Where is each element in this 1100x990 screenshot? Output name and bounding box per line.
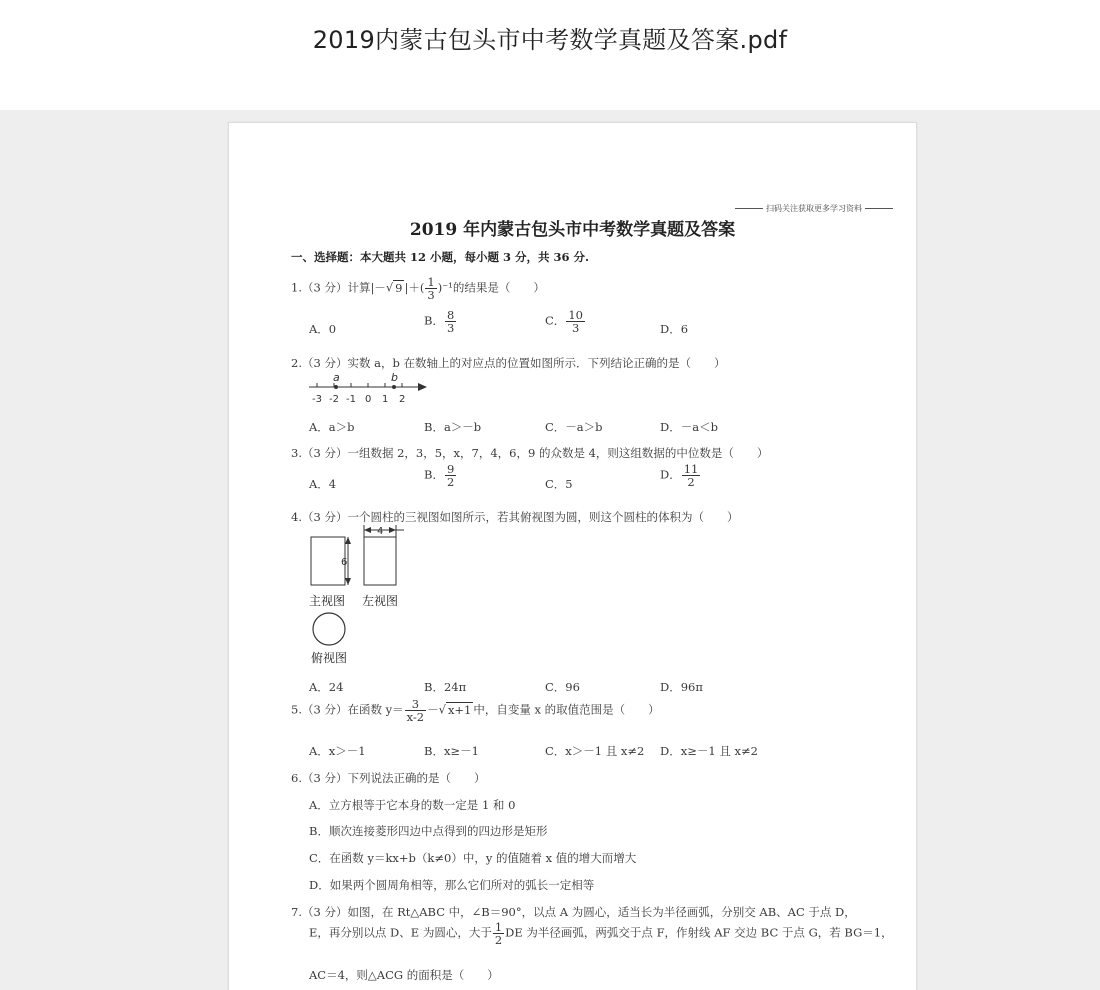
q5-frac-den: x-2 [406, 710, 425, 725]
question-4-stem: 4.（3 分）一个圆柱的三视图如图所示，若其俯视图为圆，则这个圆柱的体积为（ ） [291, 510, 739, 524]
axis-label-0: 0 [365, 394, 372, 405]
three-views-figure [307, 523, 417, 681]
q3-option-b-den: 2 [446, 475, 455, 490]
q6-option-b: B．顺次连接菱形四边中点得到的四边形是矩形 [309, 824, 548, 838]
q1-option-a: A．0 [309, 322, 337, 336]
axis-label-2: 2 [399, 394, 406, 405]
q1-fraction [425, 276, 436, 301]
q1-option-c-num: 10 [568, 308, 583, 322]
width-arrow-left [364, 527, 371, 533]
width-arrow-right [389, 527, 396, 533]
question-7-line-1: 7.（3 分）如图，在 Rt△ABC 中，∠B＝90°，以点 A 为圆心，适当长为半径画弧，分别交 AB、AC 于点 D， [291, 905, 856, 919]
section-heading: 一、选择题：本大题共 12 小题，每小题 3 分，共 36 分. [291, 250, 590, 264]
q7-frac-num: 1 [494, 920, 503, 934]
q5-option-d: D．x≥－1 且 x≠2 [660, 744, 758, 758]
q5-option-c: C．x＞－1 且 x≠2 [545, 744, 645, 758]
q1-option-b [424, 309, 457, 334]
q2-option-a: A．a＞b [309, 420, 355, 434]
q5-sqrt-sign: √ [438, 702, 446, 717]
q1-mid: |＋( [404, 280, 425, 295]
q1-option-c-label: C． [545, 313, 566, 328]
q5-mid: － [427, 702, 439, 717]
axis-label-1: 1 [382, 394, 389, 405]
q3-option-b-num: 9 [446, 462, 455, 476]
q1-option-b-den: 3 [446, 321, 455, 336]
page-title: 2019 年内蒙古包头市中考数学真题及答案 [409, 220, 736, 240]
question-3-stem: 3.（3 分）一组数据 2，3，5，x，7，4，6，9 的众数是 4，则这组数据的中位数是（ ） [291, 446, 769, 460]
q1-option-c [545, 309, 586, 334]
q1-suffix: )⁻¹的结果是（ ） [437, 280, 545, 295]
q7-line2-prefix: E，再分别以点 D、E 为圆心，大于 [309, 925, 492, 940]
q5-sqrt-arg: x+1 [447, 702, 472, 717]
q5-prefix: 5.（3 分）在函数 y＝ [291, 702, 404, 717]
number-line-arrow [418, 383, 427, 391]
axis-label-n1: -1 [346, 394, 356, 405]
q2-option-c: C．－a＞b [545, 420, 603, 434]
q5-fraction [405, 698, 427, 723]
question-7-line-2 [309, 921, 893, 946]
q5-suffix: 中，自变量 x 的取值范围是（ ） [473, 702, 660, 717]
q1-option-c-den: 3 [571, 321, 580, 336]
q7-line2-suffix: DE 为半径画弧，两弧交于点 F，作射线 AF 交边 BC 于点 G，若 BG＝1， [505, 925, 893, 940]
question-5-stem [291, 698, 660, 723]
question-7-line-3: AC＝4，则△ACG 的面积是（ ） [309, 968, 499, 982]
q3-option-d-frac [682, 463, 701, 488]
front-view-label: 主视图 [309, 594, 346, 608]
title-bar [0, 0, 1100, 110]
q5-option-b: B．x≥－1 [424, 744, 479, 758]
point-b-label: b [391, 371, 398, 384]
q1-frac-den: 3 [427, 288, 435, 303]
height-arrow-bottom [345, 578, 351, 585]
height-arrow-top [345, 537, 351, 544]
q2-option-b: B．a＞－b [424, 420, 482, 434]
q1-sqrt-sign: √ [385, 280, 394, 295]
q3-option-b-label: B． [424, 467, 444, 482]
q1-sqrt-arg: 9 [395, 280, 403, 295]
height-label: 6 [341, 557, 348, 568]
pdf-viewer[interactable] [0, 110, 1100, 990]
q1-frac-num: 1 [427, 275, 435, 289]
q3-option-d [660, 463, 701, 488]
point-b-dot [392, 385, 396, 389]
front-view-rect [311, 537, 348, 585]
q4-option-c: C．96 [545, 680, 580, 694]
q3-option-d-num: 11 [683, 462, 699, 476]
q5-option-a: A．x＞－1 [309, 744, 366, 758]
q4-option-d: D．96π [660, 680, 703, 694]
q5-frac-num: 3 [405, 698, 427, 711]
left-view-rect [364, 537, 396, 585]
q3-option-d-den: 2 [687, 475, 695, 490]
q1-option-c-frac [566, 309, 585, 334]
qr-note-text: 扫码关注获取更多学习资料 [766, 204, 862, 213]
axis-label-n2: -2 [329, 394, 339, 405]
question-1-stem [291, 276, 545, 301]
question-2-stem: 2.（3 分）实数 a，b 在数轴上的对应点的位置如图所示．下列结论正确的是（ ） [291, 356, 726, 370]
document-title: 2019内蒙古包头市中考数学真题及答案.pdf [312, 26, 788, 54]
q1-option-d: D．6 [660, 322, 689, 336]
q6-option-d: D．如果两个圆周角相等，那么它们所对的弧长一定相等 [309, 878, 595, 892]
left-view-label: 左视图 [362, 594, 399, 608]
q3-option-a: A．4 [309, 477, 337, 491]
q1-option-b-num: 8 [446, 308, 455, 322]
q4-option-a: A．24 [309, 680, 344, 694]
qr-note-line-left [735, 208, 763, 209]
q2-option-d: D．－a＜b [660, 420, 718, 434]
top-view-label: 俯视图 [311, 651, 348, 665]
q4-option-b: B．24π [424, 680, 467, 694]
q3-option-b [424, 463, 457, 488]
q3-option-d-label: D． [660, 467, 681, 482]
q6-option-a: A．立方根等于它本身的数一定是 1 和 0 [309, 798, 516, 812]
q1-prefix: 1.（3 分）计算|－ [291, 280, 386, 295]
q7-fraction [493, 921, 504, 946]
pdf-page [228, 122, 917, 990]
qr-note [732, 203, 896, 214]
point-a-label: a [333, 371, 340, 384]
width-label: 4 [377, 526, 384, 537]
number-line-figure [307, 371, 437, 411]
q1-option-b-label: B． [424, 313, 444, 328]
q7-frac-den: 2 [494, 933, 503, 948]
point-a-dot [334, 385, 338, 389]
q1-option-b-frac [445, 309, 456, 334]
q3-option-b-frac [445, 463, 456, 488]
q3-option-c: C．5 [545, 477, 573, 491]
q6-option-c: C．在函数 y＝kx+b（k≠0）中，y 的值随着 x 值的增大而增大 [309, 851, 637, 865]
qr-note-line-right [865, 208, 893, 209]
question-6-stem: 6.（3 分）下列说法正确的是（ ） [291, 771, 486, 785]
axis-label-n3: -3 [312, 394, 322, 405]
top-view-circle [313, 613, 345, 645]
